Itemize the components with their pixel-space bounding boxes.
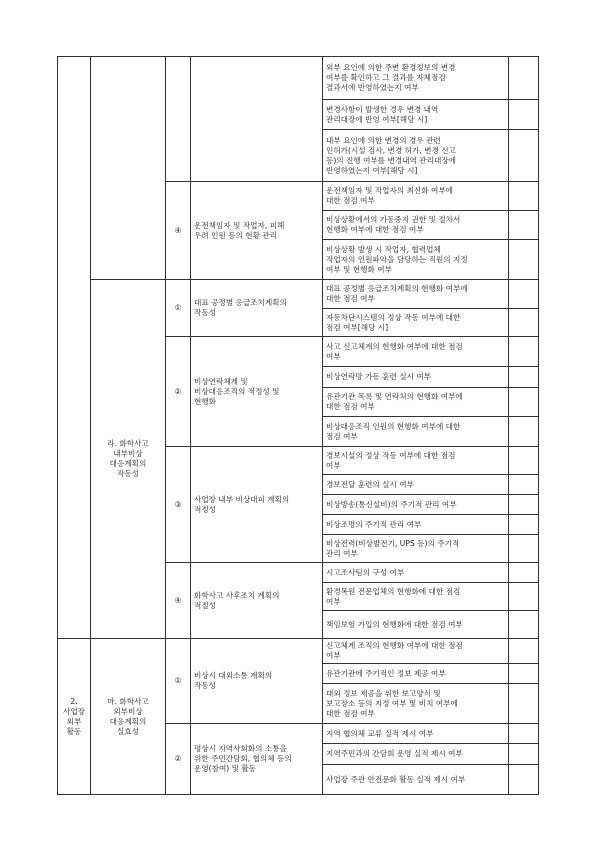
- item-number-cell: ③: [166, 447, 191, 563]
- item-number-cell: [166, 57, 191, 182]
- check-criterion: 유관기관 목록 및 연락처의 현행화 여부에 대한 점검 여부: [323, 388, 509, 417]
- item-number-cell: ②: [166, 724, 191, 795]
- item-number-cell: ②: [166, 337, 191, 447]
- result-cell[interactable]: [509, 583, 539, 611]
- check-criterion: 지역주민과의 간담회 운영 실적 제시 여부: [323, 744, 509, 765]
- subcategory-cell: 라. 화학사고 내부비상 대응계획의 작동성: [91, 280, 166, 639]
- check-criterion: 비상전력(비상발전기, UPS 등)의 주기적 관리 여부: [323, 535, 509, 563]
- check-criterion: 비상상황에서의 가동중지 권한 및 절차서 현행화 여부에 대한 점검 여부: [323, 211, 509, 240]
- result-cell[interactable]: [509, 417, 539, 447]
- result-cell[interactable]: [509, 664, 539, 684]
- result-cell[interactable]: [509, 280, 539, 309]
- check-criterion: 비상연락망 가동 훈련 실시 여부: [323, 367, 509, 388]
- result-cell[interactable]: [509, 240, 539, 280]
- result-cell[interactable]: [509, 765, 539, 795]
- result-cell[interactable]: [509, 337, 539, 367]
- result-cell[interactable]: [509, 563, 539, 583]
- item-title-cell: 화학사고 사후조치 계획의 적절성: [191, 563, 323, 639]
- check-criterion: 경보전달 훈련의 실시 여부: [323, 475, 509, 495]
- check-criterion: 비상상황 발생 시 작업자, 협력업체 작업자의 인원파악을 담당하는 직원의 지정 여부 및 현행화 여부: [323, 240, 509, 280]
- check-criterion: 사고 신고체계의 현행화 여부에 대한 점검 여부: [323, 337, 509, 367]
- result-cell[interactable]: [509, 535, 539, 563]
- table-row: [58, 280, 539, 309]
- check-criterion: 경보시설의 정상 작동 여부에 대한 점검 여부: [323, 447, 509, 475]
- result-cell[interactable]: [509, 495, 539, 515]
- item-number-cell: ①: [166, 639, 191, 724]
- table-row: [58, 57, 539, 100]
- result-cell[interactable]: [509, 211, 539, 240]
- result-cell[interactable]: [509, 367, 539, 388]
- result-cell[interactable]: [509, 57, 539, 100]
- check-criterion: 사업장 주관 안전문화 활동 실적 제시 여부: [323, 765, 509, 795]
- result-cell[interactable]: [509, 182, 539, 211]
- check-criterion: 자동차단시스템의 정상 작동 여부에 대한 점검 여부[해당 시]: [323, 309, 509, 337]
- result-cell[interactable]: [509, 130, 539, 182]
- check-criterion: 책임보험 가입의 현행화에 대한 점검 여부: [323, 611, 509, 639]
- category-cell: [58, 57, 91, 639]
- check-criterion: 비상방송(통신설비)의 주기적 관리 여부: [323, 495, 509, 515]
- check-criterion: 지역 협의체 교류 실적 제시 여부: [323, 724, 509, 744]
- result-cell[interactable]: [509, 309, 539, 337]
- result-cell[interactable]: [509, 684, 539, 724]
- check-criterion: 대외 정보 제공을 위한 보고양식 및 보고장소 등의 지정 여부 및 비치 여부에 대한 점검 여부: [323, 684, 509, 724]
- item-title-cell: 비상시 대외소통 계획의 작동성: [191, 639, 323, 724]
- result-cell[interactable]: [509, 100, 539, 130]
- check-criterion: 대표 공정별 응급조치계획의 현행화 여부에 대한 점검 여부: [323, 280, 509, 309]
- result-cell[interactable]: [509, 611, 539, 639]
- check-criterion: 운전책임자 및 작업자의 최신화 여부에 대한 점검 여부: [323, 182, 509, 211]
- subcategory-cell: [91, 57, 166, 280]
- checklist-table: [57, 56, 539, 795]
- check-criterion: 유관기관에 주기적인 정보 제공 여부: [323, 664, 509, 684]
- item-title-cell: 운전책임자 및 작업자, 피해 우려 인원 등의 현황 관리: [191, 182, 323, 280]
- check-criterion: 비상조명의 주기적 관리 여부: [323, 515, 509, 535]
- item-title-cell: 사업장 내부 비상대피 계획의 적정성: [191, 447, 323, 563]
- result-cell[interactable]: [509, 475, 539, 495]
- item-number-cell: ④: [166, 182, 191, 280]
- result-cell[interactable]: [509, 515, 539, 535]
- check-criterion: 외부 요인에 의한 주변 환경정보의 변경 여부를 확인하고 그 결과를 자체점검 결과서에 반영하였는지 여부: [323, 57, 509, 100]
- result-cell[interactable]: [509, 724, 539, 744]
- table-row: [58, 639, 539, 664]
- check-criterion: 비상대응조직 인원의 현행화 여부에 대한 점검 여부: [323, 417, 509, 447]
- item-title-cell: 비상연락체계 및 비상대응조직의 적정성 및 현행화: [191, 337, 323, 447]
- result-cell[interactable]: [509, 447, 539, 475]
- item-number-cell: ①: [166, 280, 191, 337]
- item-number-cell: ④: [166, 563, 191, 639]
- item-title-cell: 대표 공정별 응급조치계획의 작동성: [191, 280, 323, 337]
- subcategory-cell: 마. 화학사고 외부비상 대응계획의 실효성: [91, 639, 166, 795]
- result-cell[interactable]: [509, 744, 539, 765]
- item-title-cell: 평상시 지역사회화의 소통을 위한 주민간담회, 협의체 등의 운영(참여) 및 활동: [191, 724, 323, 795]
- category-cell: 2. 사업장 외부 활동: [58, 639, 91, 795]
- check-criterion: 환경복원 전문업체의 현행화에 대한 점검 여부: [323, 583, 509, 611]
- check-criterion: 변경사항이 발생한 경우 변경 내역 관리대장에 반영 여부[해당 시]: [323, 100, 509, 130]
- result-cell[interactable]: [509, 388, 539, 417]
- check-criterion: 시고조사팀의 구성 여부: [323, 563, 509, 583]
- check-criterion: 내부 요인에 의한 변경의 경우 관련 인허가(시설 검사, 변경 허가, 변경 신고 등)의 진행 여부를 변경내역 관리대장에 반영하였는지 여부[해당 시]: [323, 130, 509, 182]
- result-cell[interactable]: [509, 639, 539, 664]
- item-title-cell: [191, 57, 323, 182]
- check-criterion: 신고체계 조직의 현행화 여부에 대한 점검 여부: [323, 639, 509, 664]
